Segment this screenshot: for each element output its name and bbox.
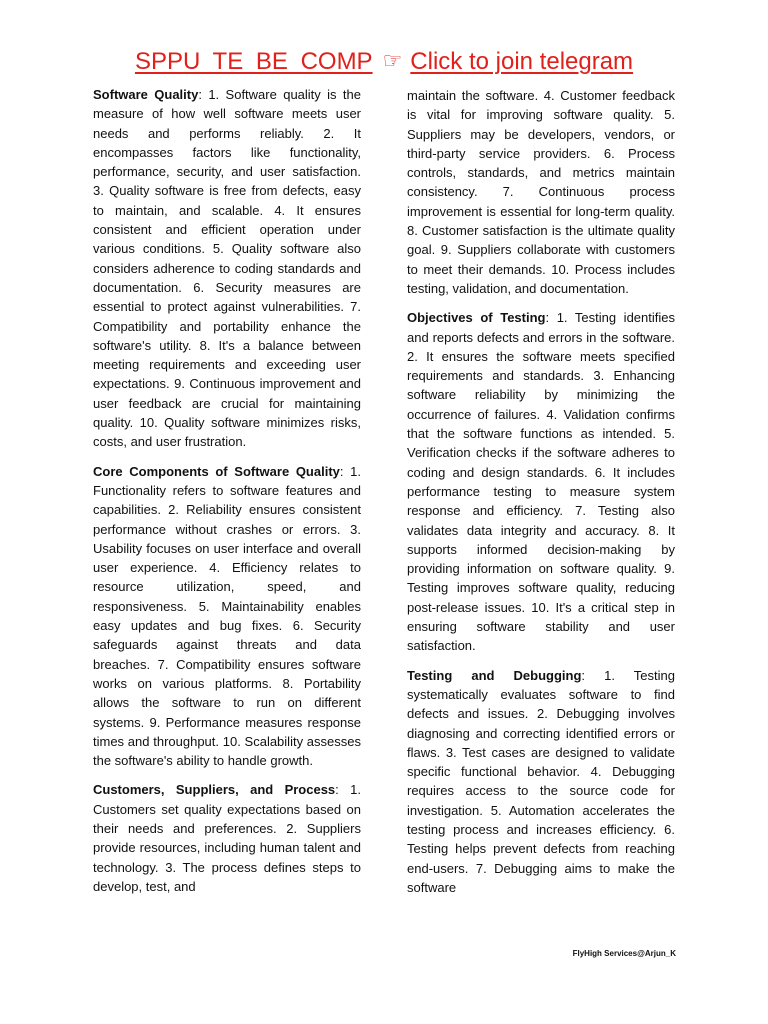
section-heading: Core Components of Software Quality	[93, 463, 340, 479]
header-course-text: SPPU TE BE COMP	[134, 48, 373, 75]
section-heading: Customers, Suppliers, and Process	[93, 782, 336, 798]
section-heading: Objectives of Testing	[407, 310, 546, 326]
telegram-header-link[interactable]	[0, 44, 768, 79]
section-continuation: maintain the software. 4. Customer feedback is vital for improving software quality. 5. Suppliers may be developers, vendors, or third-party service providers. 6. Process controls, standards, and metrics maintain consistency. 7. Continuous process improvement is essential for long-term quality. 8. Customer satisfaction is the ultimate quality goal. 9. Suppliers collaborate with customers to meet their demands. 10. Process includes testing, validation, and documentation.	[407, 88, 675, 296]
section-testing-and-debugging	[407, 666, 675, 898]
section-core-components	[93, 462, 361, 771]
section-software-quality	[93, 85, 361, 452]
section-body: : 1. Customers set quality expectations based on their needs and preferences. 2. Suppliers provide resources, including human talent and technology. 3. The process defines steps to develop, test, and	[93, 782, 361, 894]
left-column	[93, 85, 361, 906]
section-customers-suppliers-process	[93, 780, 361, 896]
section-objectives-of-testing	[407, 308, 675, 655]
section-body: : 1. Functionality refers to software features and capabilities. 2. Reliability ensures consistent performance without crashes or errors. 3. Usability focuses on user interface and overall user experience. 4. Efficiency relates to resource utilization, speed, and responsiveness. 5. Maintainability enables easy updates and bug fixes. 6. Security safeguards against threats and data breaches. 7. Compatibility ensures software works on various platforms. 8. Portability allows the software to run on different systems. 9. Performance measures response times and throughput. 10. Scalability assesses the software's ability to handle growth.	[93, 463, 361, 769]
header-join-text[interactable]: Click to join telegram	[410, 48, 634, 75]
footer-credit: FlyHigh Services@Arjun_K	[572, 949, 676, 958]
section-body: : 1. Testing identifies and reports defects and errors in the software. 2. It ensures the software meets specified requirements and standards. 3. Enhancing software reliability by minimizing the occurrence of failures. 4. Validation confirms that the software functions as intended. 5. Verification checks if the software adheres to coding and design standards. 6. It includes performance testing to measure system response and efficiency. 7. Testing also validates data integrity and accuracy. 8. It supports informed decision-making by providing information on software quality. 9. Testing improves software quality, reducing post-release issues. 10. It's a critical step in ensuring software stability and user satisfaction.	[407, 310, 675, 654]
section-heading: Software Quality	[93, 87, 199, 102]
section-heading: Testing and Debugging	[407, 667, 582, 683]
section-body: : 1. Testing systematically evaluates software to find defects and issues. 2. Debugging involves diagnosing and correcting identified errors or flaws. 3. Test cases are designed to validate specific functional behavior. 4. Debugging requires access to the source code for investigation. 5. Automation accelerates the testing process and increases efficiency. 6. Testing helps prevent defects from reaching end-users. 7. Debugging aims to make the software	[407, 667, 675, 895]
section-body: : 1. Software quality is the measure of how well software meets user needs and performs reliably. 2. It encompasses factors like functionality, performance, security, and user satisfaction. 3. Quality software is free from defects, easy to maintain, and scalable. 4. It ensures consistent and efficient operation under various conditions. 5. Quality software also considers adherence to coding standards and documentation. 6. Security measures are essential to protect against vulnerabilities. 7. Compatibility and portability enhance the software's utility. 8. It's a balance between meeting requirements and exceeding user expectations. 9. Continuous improvement and user feedback are crucial for maintaining quality. 10. Quality software minimizes risks, costs, and user frustration.	[93, 87, 361, 450]
right-column	[407, 86, 675, 907]
pointing-hand-icon: ☞	[382, 48, 403, 73]
